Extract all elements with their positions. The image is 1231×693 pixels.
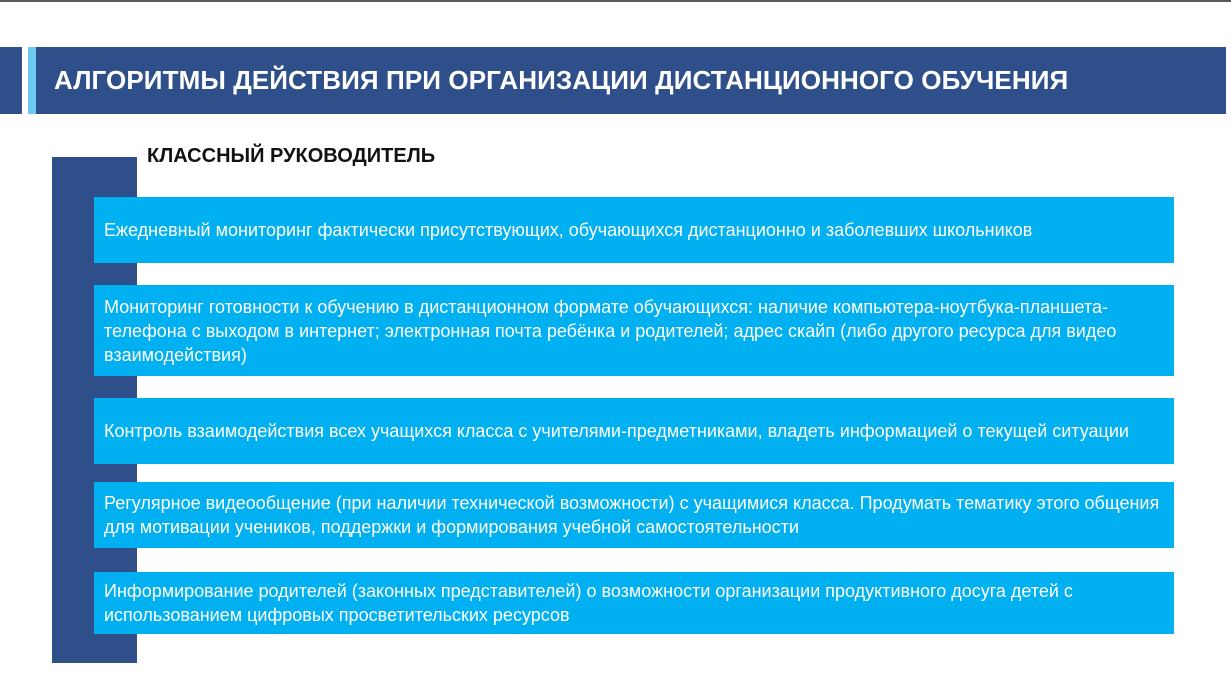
banner-left-block [0, 47, 22, 114]
section-heading: КЛАССНЫЙ РУКОВОДИТЕЛЬ [147, 145, 436, 167]
algorithm-item-text: Контроль взаимодействия всех учащихся класса с учителями-предметниками, владеть информацией о текущей ситуации [104, 421, 1129, 441]
title-banner [0, 47, 1231, 114]
algorithm-item-text: Регулярное видеообщение (при наличии технической возможности) с учащимися класса. Продумать тематику этого общения для мотивации учеников, поддержки и формирования учебной самостоятельности [104, 493, 1160, 537]
algorithm-item [94, 285, 1174, 376]
algorithm-item-text: Мониторинг готовности к обучению в дистанционном формате обучающихся: наличие компьютера-ноутбука-планшета-телефона с выходом в интернет; электронная почта ребёнка и родителей; адрес скайп (либо другого ресурса для видео взаимодействия) [104, 296, 1117, 365]
banner-accent-stripe [28, 47, 36, 114]
algorithm-item [94, 197, 1174, 263]
banner-right-gap [1226, 47, 1231, 114]
top-divider-line [0, 0, 1231, 2]
slide-title: АЛГОРИТМЫ ДЕЙСТВИЯ ПРИ ОРГАНИЗАЦИИ ДИСТАНЦИОННОГО ОБУЧЕНИЯ [54, 65, 1069, 95]
algorithm-item-text: Информирование родителей (законных представителей) о возможности организации продуктивного досуга детей с использованием цифровых просветительских ресурсов [104, 581, 1073, 625]
algorithm-item-text: Ежедневный мониторинг фактически присутствующих, обучающихся дистанционно и заболевших школьников [104, 220, 1033, 240]
algorithm-item [94, 398, 1174, 464]
algorithm-item [94, 572, 1174, 634]
algorithm-item [94, 482, 1174, 548]
